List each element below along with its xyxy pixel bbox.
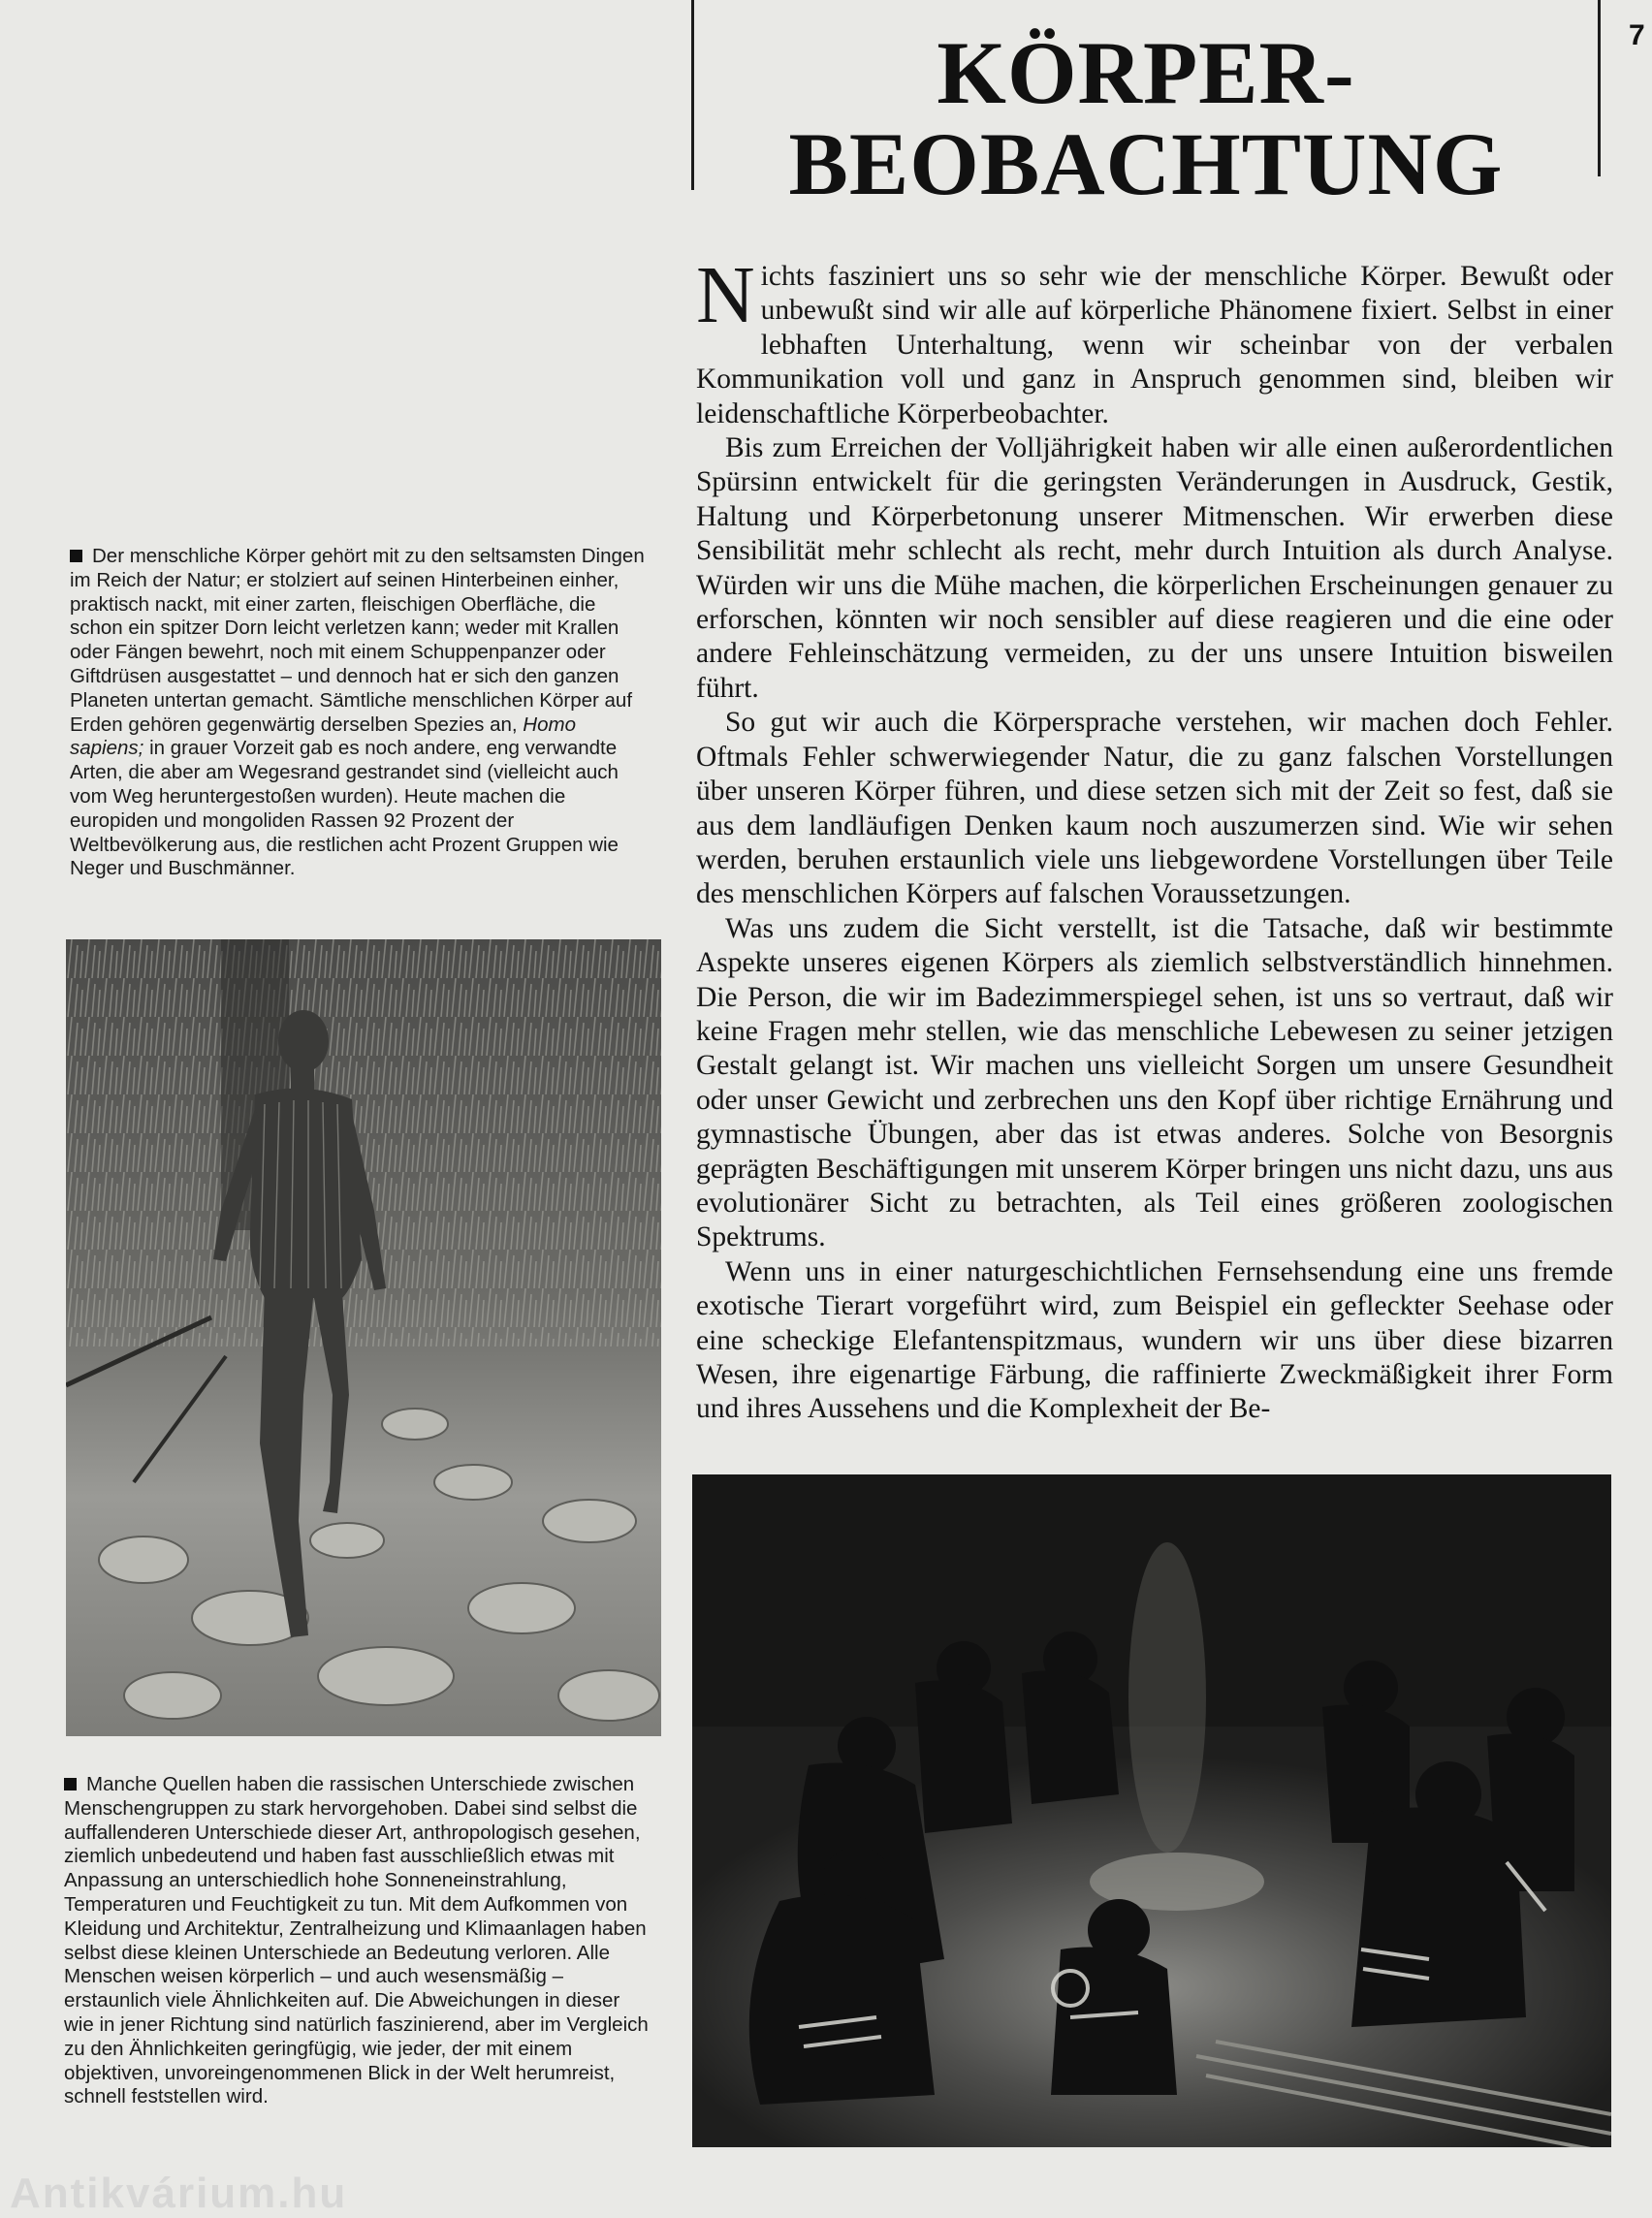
caption2-text: Manche Quellen haben die rassischen Unterschiede zwischen Menschengruppen zu stark hervorgehoben. Dabei sind selbst die auffallenderen Unterschiede dieser Art, anthropologisch gesehen, ziemlich unbedeutend und haben fast ausschließlich etwas mit Anpassung an unterschiedlich hohe Sonneneinstrahlung, Temperaturen und Feuchtigkeit zu tun. Mit dem Aufkommen von Kleidung und Architektur, Zentralheizung und Klimaanlagen haben selbst diese kleinen Unterschiede an Bedeutung verloren. Alle Menschen weisen körperlich – und auch wesensmäßig – erstaunlich viele Ähnlichkeiten auf. Die Abweichungen in dieser wie in jener Richtung sind natürlich faszinierend, aber im Vergleich zu den Ähnlichkeiten geringfügig, wie jeder, der mit einem objektiven, unvoreingenommenen Blick in der Welt herumreist, schnell feststellen wird.: [64, 1773, 649, 2108]
drop-cap: N: [696, 250, 755, 340]
watermark: Antikvárium.hu: [10, 2170, 348, 2217]
caption1-italic: Homo sapiens;: [70, 713, 576, 760]
article-paragraph-2: Bis zum Erreichen der Volljährigkeit haben wir alle einen außerordentlichen Spürsinn entwickelt für die geringsten Veränderungen in Ausdruck, Gestik, Haltung und Körperbetonung unserer Mitmenschen. Wir erwerben diese Sensibilität mehr schlecht als recht, mehr durch Intuition als durch Analyse. Würden wir uns die Mühe machen, die körperlichen Erscheinungen genauer zu erforschen, könnten wir noch sensibler auf diese reagieren und die eine oder andere Fehleinschätzung vermeiden, zu der uns unsere Intuition bisweilen führt.: [696, 432, 1613, 704]
page-number: 7: [1629, 19, 1645, 51]
article-paragraph-1: [696, 250, 1613, 431]
caption1-part1: Der menschliche Körper gehört mit zu den seltsamsten Dingen im Reich der Natur; er stolziert auf seinen Hinterbeinen einher, praktisch nackt, mit einer zarten, fleischigen Oberfläche, die schon ein spitzer Dorn leicht verletzen kann; weder mit Krallen oder Fängen bewehrt, noch mit einem Schuppenpanzer oder Giftdrüsen ausgestattet – und dennoch hat er sich den ganzen Planeten untertan gemacht. Sämtliche menschlichen Körper auf Erden gehören gegenwärtig derselben Spezies an,: [70, 545, 645, 736]
article-body: [696, 250, 1613, 1427]
article-paragraph-3: So gut wir auch die Körpersprache verstehen, wir machen doch Fehler. Oftmals Fehler schwerwiegender Natur, die zu ganz falschen Vorstellungen über unseren Körper führen, und diese setzen sich mit der Zeit so fest, daß sie aus dem landläufigen Denken kaum noch auszumerzen sind. Wie wir sehen werden, beruhen erstaunlich viele uns liebgewordene Vorstellungen über Teile des menschlichen Körpers auf falschen Voraussetzungen.: [696, 707, 1613, 910]
article-paragraph-5: Wenn uns in einer naturgeschichtlichen Fernsehsendung eine uns fremde exotische Tierart vorgeführt wird, zum Beispiel ein gefleckter Seehase oder eine scheckige Elefantenspitzmaus, wundern wir uns über diese bizarren Wesen, ihre eigenartige Färbung, die raffinierte Zweckmäßigkeit ihrer Form und ihres Aussehens und die Komplexheit der Be-: [696, 1255, 1613, 1425]
caption-group-photo: [64, 1773, 650, 2109]
title-line-2: BEOBACHTUNG: [788, 114, 1504, 213]
caption-body-photo: [70, 545, 651, 881]
bullet-square-icon: [64, 1778, 77, 1790]
photo-walking-figure: [66, 939, 661, 1736]
bullet-square-icon: [70, 550, 82, 562]
caption1-part2: in grauer Vorzeit gab es noch andere, eng verwandte Arten, die aber am Wegesrand gestrandet sind (vielleicht auch vom Weg heruntergestoßen wurden). Heute machen die europiden und mongoliden Rassen 92 Prozent der Weltbevölkerung aus, die restlichen acht Prozent Gruppen wie Neger und Buschmänner.: [70, 737, 619, 880]
title-line-1: KÖRPER-: [937, 23, 1355, 122]
page-title: [694, 23, 1598, 213]
photo-fireside-group: [692, 1474, 1611, 2147]
article-paragraph-4: Was uns zudem die Sicht verstellt, ist die Tatsache, daß wir bestimmte Aspekte unseres eigenen Körpers als ziemlich selbstverständlich hinnehmen. Die Person, die wir im Badezimmerspiegel sehen, ist uns so vertraut, daß wir keine Fragen mehr stellen, wie das menschliche Lebewesen zu seiner jetzigen Gestalt gelangt ist. Wir machen uns vielleicht Sorgen um unsere Gesundheit oder unser Gewicht und zerbrechen uns den Kopf über richtige Ernährung und gymnastische Übungen, aber das ist etwas anderes. Solche von Besorgnis geprägten Beschäftigungen mit unserem Körper bringen uns nicht dazu, uns aus evolutionärer Sicht zu betrachten, als Teil eines größeren zoologischen Spektrums.: [696, 912, 1613, 1253]
header-rule-right: [1598, 0, 1601, 176]
article-paragraph-1-text: ichts fasziniert uns so sehr wie der menschliche Körper. Bewußt oder unbewußt sind wir alle auf körperliche Phänomene fixiert. Selbst in einer lebhaften Unterhaltung, wenn wir scheinbar von der verbalen Kommunikation voll und ganz in Anspruch genommen sind, bleiben wir leidenschaftliche Körperbeobachter.: [696, 261, 1613, 429]
